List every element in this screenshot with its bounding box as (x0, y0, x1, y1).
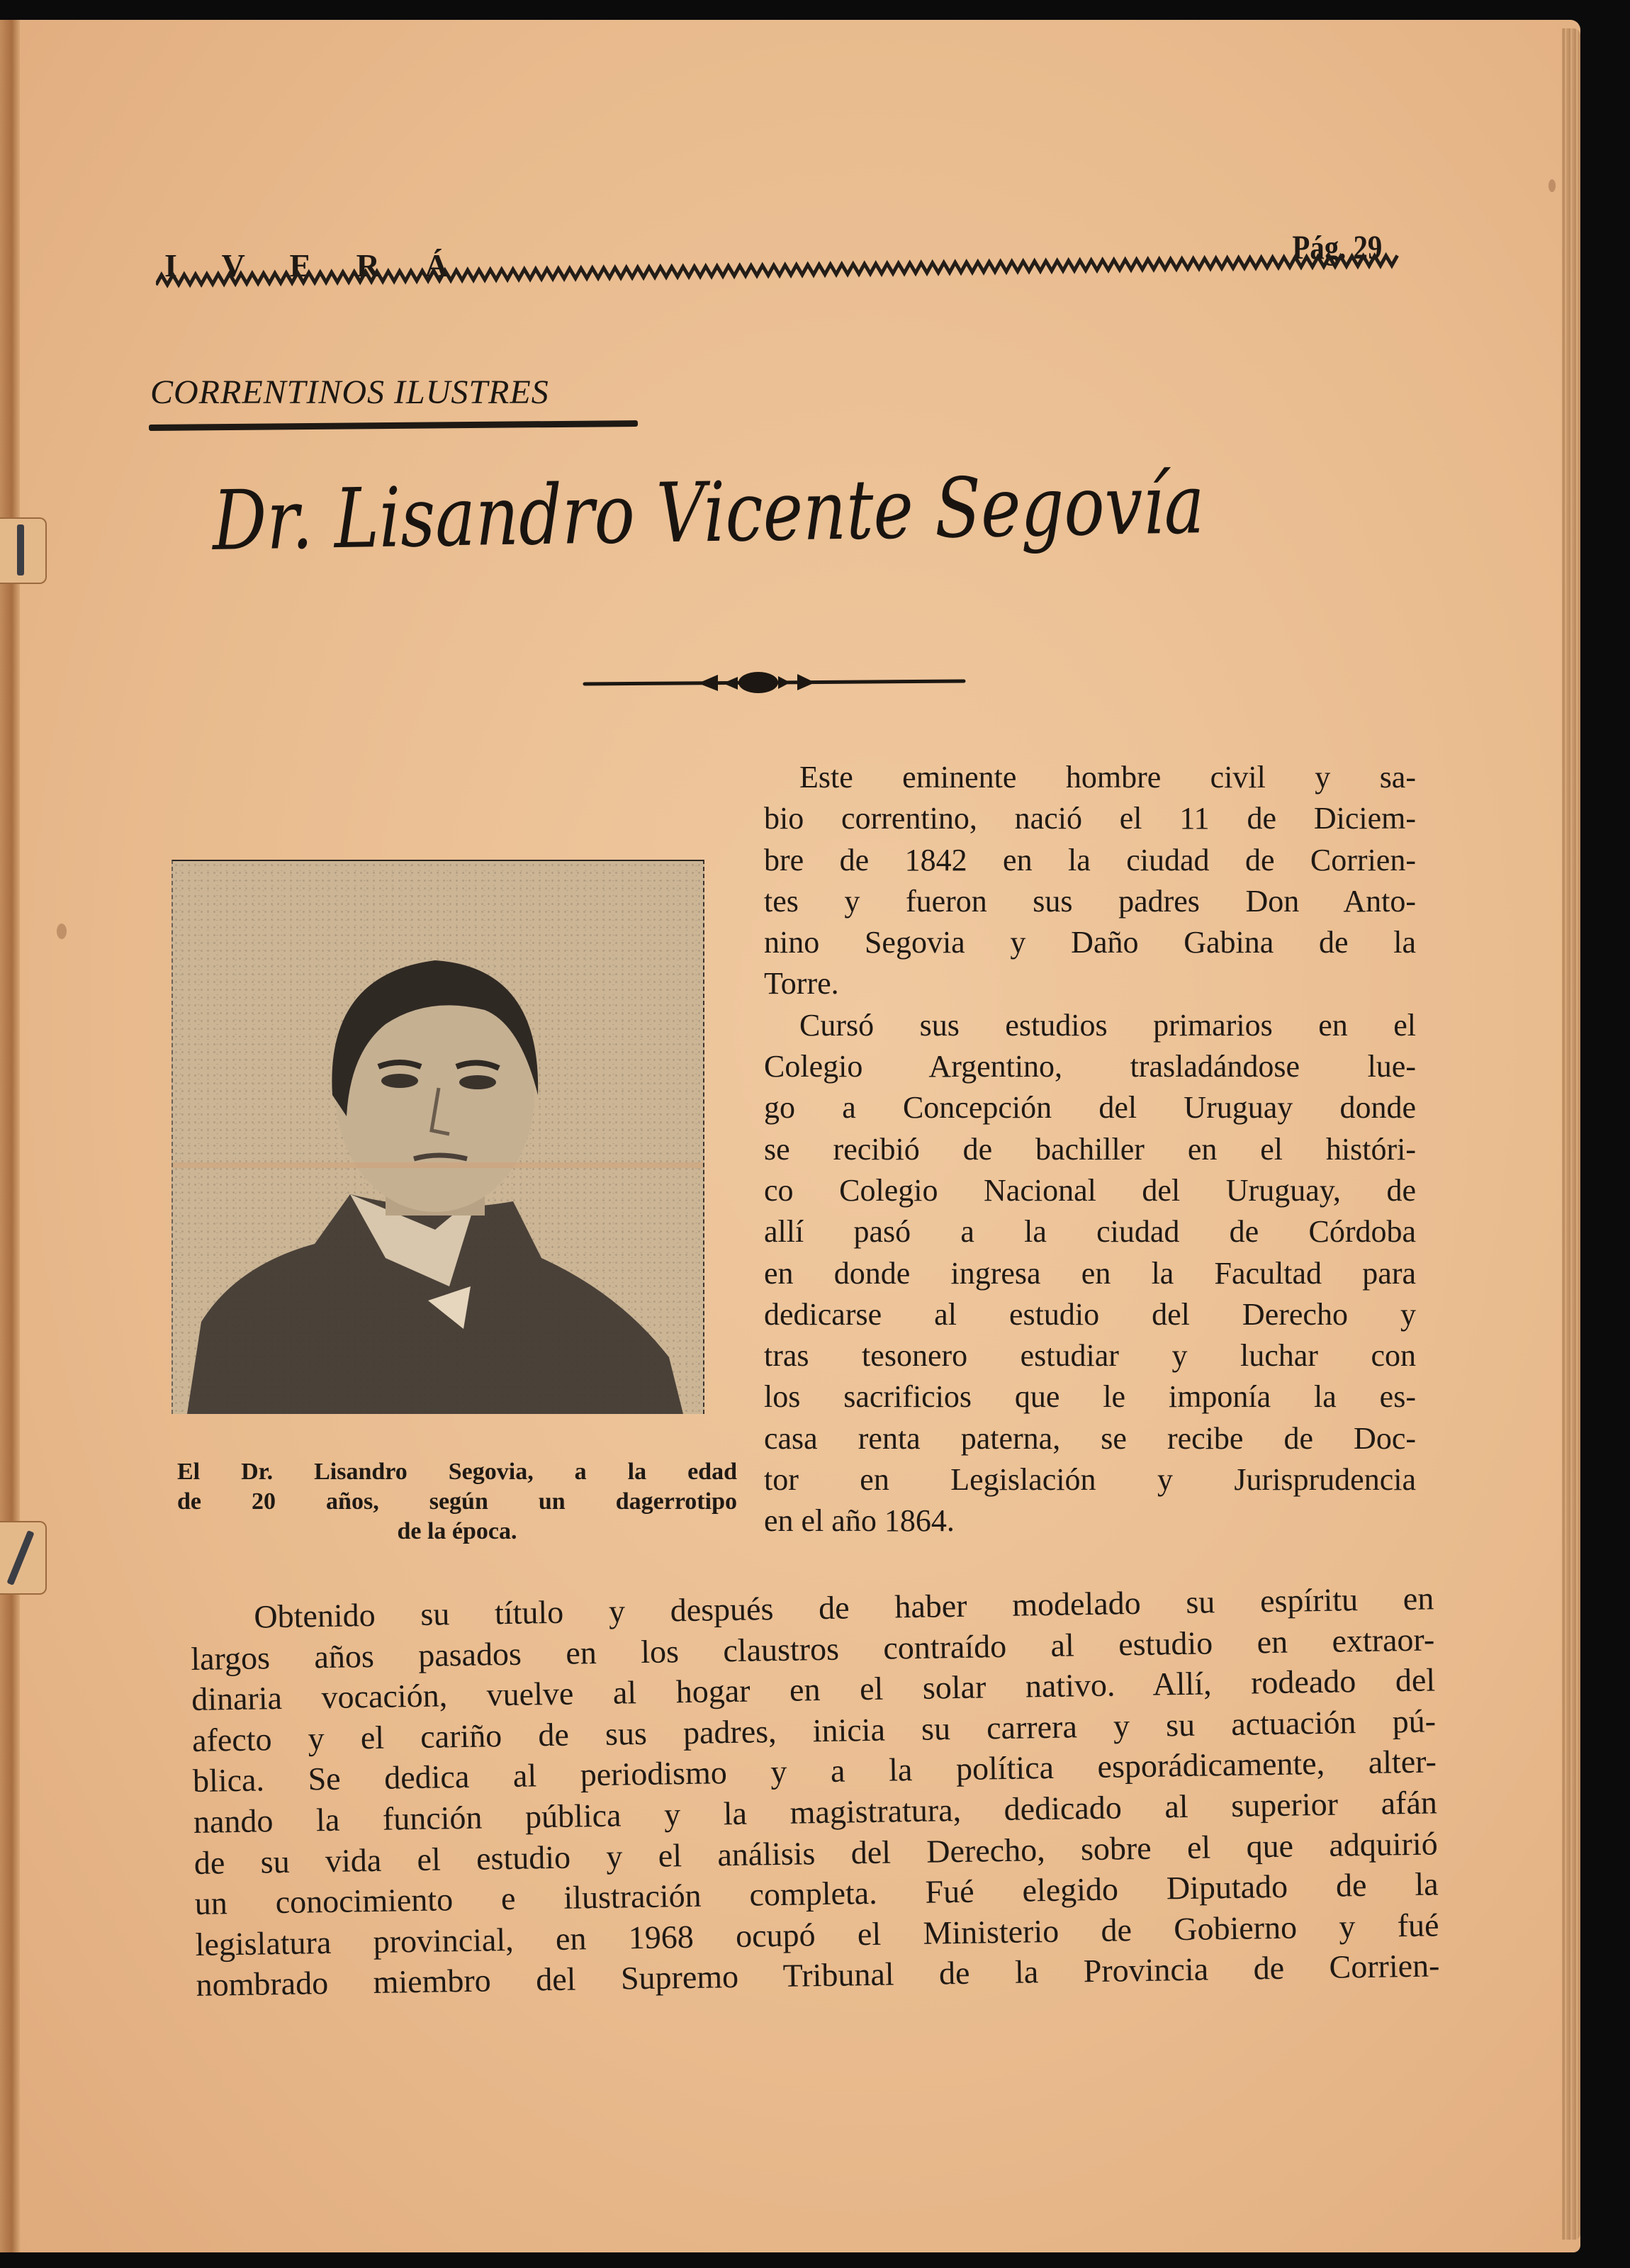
text-line: nando la función pública y la magistratura, dedicado al superior afán (193, 1784, 1438, 1840)
text-line: en donde ingresa en la Facultad para (764, 1255, 1416, 1291)
text-line: de su vida el estudio y el análisis del Derecho, sobre el que adquirió (193, 1824, 1439, 1881)
text-line: en el año 1864. (764, 1503, 955, 1539)
ornament-divider-icon (578, 668, 974, 697)
text-line: dedicarse al estudio del Derecho y (764, 1296, 1416, 1332)
text-line: bio correntino, nació el 11 de Diciem- (764, 801, 1416, 836)
text-line: Colegio Argentino, trasladándose lue- (764, 1049, 1416, 1084)
section-underline (149, 420, 638, 431)
text-line: tor en Legislación y Jurisprudencia (764, 1462, 1416, 1498)
text-line: blica. Se dedica al periodismo y a la política esporádicamente, alter- (192, 1743, 1437, 1800)
portrait-figure (173, 861, 703, 1414)
text-line: allí pasó a la ciudad de Córdoba (764, 1214, 1416, 1250)
text-line: casa renta paterna, se recibe de Doc- (764, 1420, 1416, 1456)
page-spine (0, 20, 20, 2252)
page-header (156, 211, 1396, 289)
text-line: Este eminente hombre civil y sa- (799, 760, 1416, 795)
intro-column (764, 757, 1416, 1542)
staple-bottom (0, 1521, 47, 1595)
text-line: tes y fueron sus padres Don Anto- (764, 883, 1416, 919)
body-paragraph (190, 1578, 1440, 2005)
text-line: co Colegio Nacional del Uruguay, de (764, 1172, 1416, 1208)
text-line: Obtenido su título y después de haber modelado su espíritu en (254, 1580, 1434, 1635)
caption-line: El Dr. Lisandro Segovia, a la edad (177, 1459, 737, 1485)
stain (57, 924, 67, 939)
text-line: Torre. (764, 966, 839, 1001)
text-line: go a Concepción del Uruguay donde (764, 1090, 1416, 1125)
caption-line: de la época. (397, 1518, 517, 1544)
text-line: nombrado miembro del Supremo Tribunal de la Provincia de Corrien- (196, 1947, 1440, 2004)
staple-top (0, 517, 47, 584)
stain (1548, 179, 1556, 192)
text-line: legislatura provincial, en 1968 ocupó el Ministerio de Gobierno y fué (195, 1907, 1439, 1963)
text-line: afecto y el cariño de sus padres, inicia su carrera y su actuación pú- (191, 1702, 1437, 1758)
page-edge (1562, 28, 1580, 2240)
photo-caption (177, 1457, 737, 1546)
magazine-page (0, 20, 1580, 2252)
text-line: tras tesonero estudiar y luchar con (764, 1338, 1416, 1374)
text-line: nino Segovia y Daño Gabina de la (764, 925, 1416, 960)
text-line: Cursó sus estudios primarios en el (799, 1007, 1416, 1043)
article-title: Dr. Lisandro Vicente Segovía (212, 456, 1205, 569)
text-line: bre de 1842 en la ciudad de Corrien- (764, 842, 1416, 877)
caption-line: de 20 años, según un dagerrotipo (177, 1488, 737, 1515)
text-line: largos años pasados en los claustros contraído al estudio en extraor- (190, 1621, 1435, 1677)
portrait-photo (172, 860, 704, 1414)
magazine-name: I V E R Á (164, 247, 467, 284)
text-line: los sacrificios que le imponía la es- (764, 1379, 1416, 1415)
text-line: un conocimiento e ilustración completa. Fué elegido Diputado de la (194, 1865, 1439, 1922)
page-number: Pág. 29 (1292, 229, 1382, 266)
text-line: se recibió de bachiller en el históri- (764, 1131, 1416, 1167)
section-label: CORRENTINOS ILUSTRES (150, 374, 549, 411)
text-line: dinaria vocación, vuelve al hogar en el solar nativo. Allí, rodeado del (191, 1661, 1436, 1718)
